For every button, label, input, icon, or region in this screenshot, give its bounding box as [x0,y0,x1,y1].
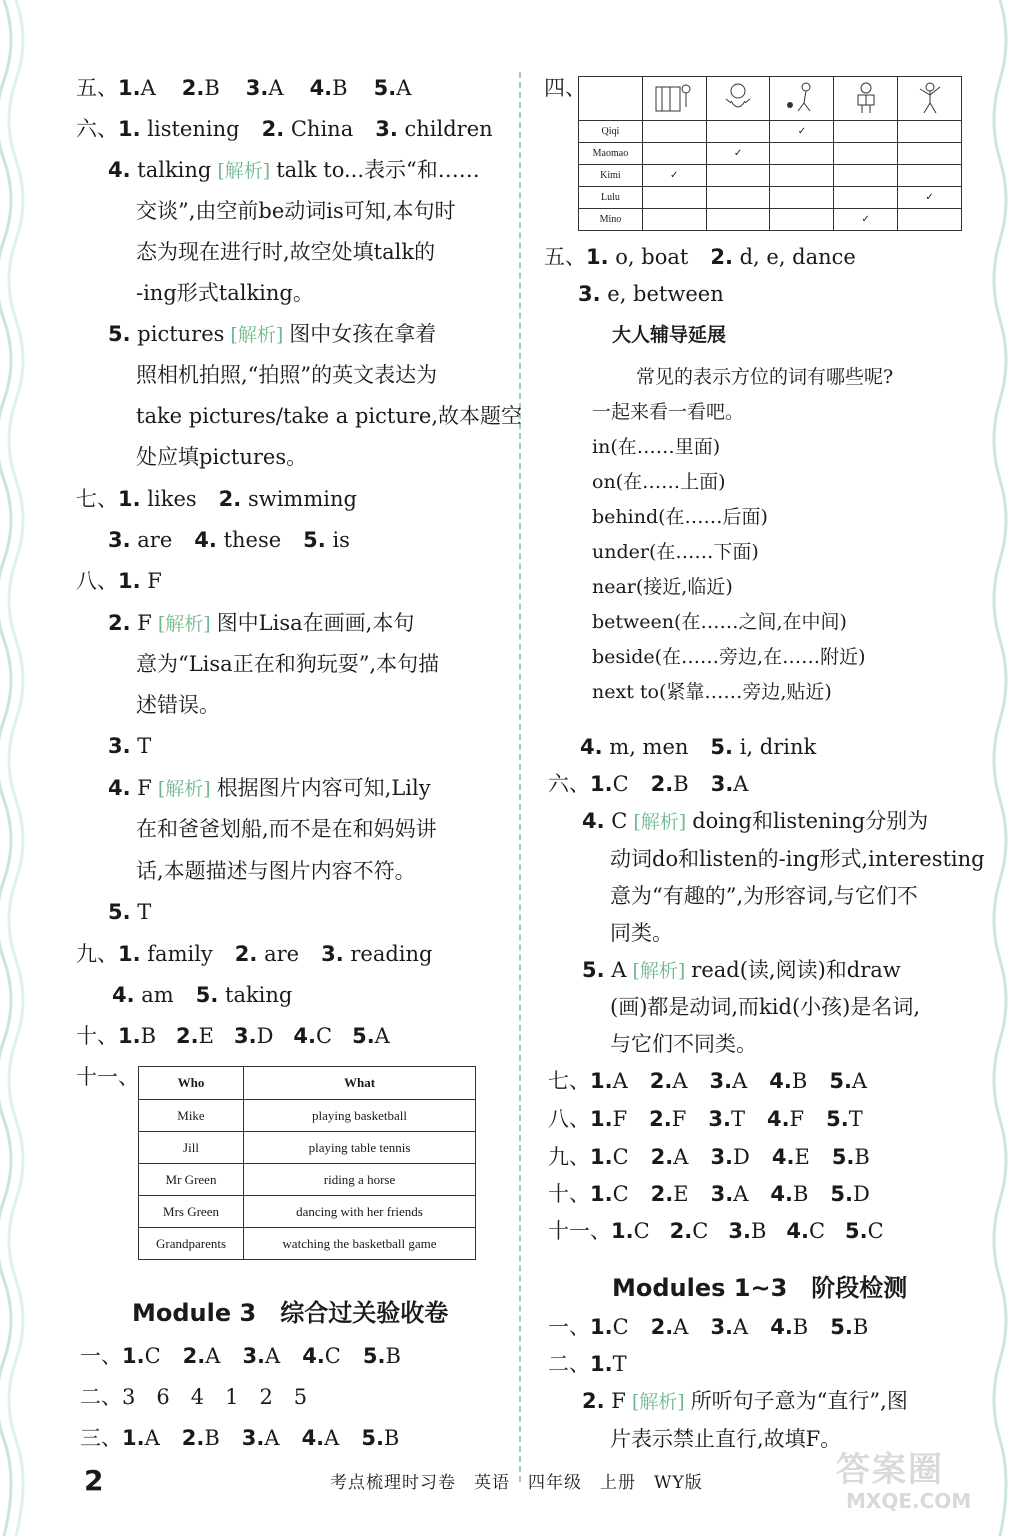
table-row: Qiqi ✓ [579,121,962,143]
picture-cell [642,77,706,121]
right-s6-q5-e3: 与它们不同类。 [610,1032,757,1056]
footer-book-title: 考点梳理时习卷 英语 四年级 上册 WY版 [330,1473,703,1493]
box-intro-1: 常见的表示方位的词有哪些呢? [636,366,894,388]
position-word: in(在……里面) [592,436,721,458]
picture-cell [834,77,898,121]
table-header-who: Who [139,1067,244,1100]
table-row: Mino ✓ [579,209,962,231]
left-s8-q4-e2: 在和爸爸划船,而不是在和妈妈讲 [136,817,437,841]
page-number: 2 [84,1464,104,1497]
left-s8-q2: 2. F [解析] 图中Lisa在画画,本句 [108,611,415,635]
table-row: Grandparents watching the basketball game [139,1228,476,1260]
table-row: Mr Green riding a horse [139,1164,476,1196]
position-word: between(在……之间,在中间) [592,611,847,633]
left-s8-q2-e2: 意为“Lisa正在和狗玩耍”,本句描 [136,652,440,676]
position-word: on(在……上面) [592,471,726,493]
position-word: near(接近,临近) [592,576,733,598]
left-section-7-line2: 3. are 4. these 5. is [108,528,350,552]
modules-test-title: Modules 1~3 阶段检测 [612,1274,908,1302]
table-row: Lulu ✓ [579,187,962,209]
modules-s2-q2: 2. F [解析] 所听句子意为“直行”,图 [582,1389,908,1413]
left-s6-q5-e4: 处应填pictures。 [136,445,308,469]
right-section-5-line3: 4. m, men 5. i, drink [580,735,817,759]
left-section-5: 五、1.A 2.B 3.A 4.B 5.A [76,76,412,100]
table-row: Mrs Green dancing with her friends [139,1196,476,1228]
drawing-picture-icon [652,79,696,115]
left-s8-q2-e3: 述错误。 [136,693,220,717]
module3-section-3: 三、1.A 2.B 3.A 4.A 5.B [80,1426,400,1450]
left-s6-q4-e4: -ing形式talking。 [136,281,314,305]
left-s6-q4-e2: 交谈”,由空前be动词is可知,本句时 [136,199,456,223]
module3-section-1: 一、1.C 2.A 3.A 4.C 5.B [80,1344,401,1368]
jiexi-tag: [解析] [217,160,271,182]
left-s6-q4-e3: 态为现在进行时,故空处填talk的 [136,240,436,264]
right-s6-q4-e3: 意为“有趣的”,为形容词,与它们不 [610,884,918,908]
table-row: Jill playing table tennis [139,1132,476,1164]
left-s6-q5: 5. pictures [解析] 图中女孩在拿着 [108,322,437,346]
module3-title: Module 3 综合过关验收卷 [132,1299,449,1327]
left-section-6-line1: 六、1. listening 2. China 3. children [76,117,493,141]
right-s6-q5-e2: (画)都是动词,而kid(小孩)是名词, [610,995,921,1019]
table-row: Maomao ✓ [579,143,962,165]
picture-cell [770,77,834,121]
modules-section-1: 一、1.C 2.A 3.A 4.B 5.B [548,1315,869,1339]
table-row: Kimi ✓ [579,165,962,187]
position-word: next to(紧靠……旁边,贴近) [592,681,832,703]
jiexi-tag: [解析] [230,324,284,346]
playing-ball-icon [780,79,824,115]
singing-child-icon [716,79,760,115]
activity-grid-table [578,76,962,231]
right-s6-q4-e2: 动词do和listen的-ing形式,interesting [610,847,985,871]
position-word: behind(在……后面) [592,506,768,528]
left-s8-q4: 4. F [解析] 根据图片内容可知,Lily [108,776,431,800]
right-section-8: 八、1.F 2.F 3.T 4.F 5.T [548,1107,863,1131]
right-section-4-label: 四、 [544,76,586,100]
left-section-7-line1: 七、1. likes 2. swimming [76,487,357,511]
right-section-11: 十一、1.C 2.C 3.B 4.C 5.C [548,1219,884,1243]
box-title: 大人辅导延展 [612,324,727,346]
picture-cell [898,77,962,121]
left-section-9-line1: 九、1. family 2. are 3. reading [76,942,433,966]
reading-child-icon [844,79,888,115]
left-section-11-label: 十一、 [76,1065,139,1089]
who-what-table [138,1066,476,1260]
modules-s2-q2-e2: 片表示禁止直行,故填F。 [610,1427,842,1451]
picture-cell [706,77,770,121]
left-s6-q4: 4. talking [解析] talk to...表示“和…… [108,158,480,182]
right-s6-q4: 4. C [解析] doing和listening分别为 [582,809,929,833]
left-s8-q5: 5. T [108,900,152,924]
dancing-child-icon [908,79,952,115]
position-word: beside(在……旁边,在……附近) [592,646,866,668]
right-s6-q4-e4: 同类。 [610,921,673,945]
left-section-10: 十、1.B 2.E 3.D 4.C 5.A [76,1024,390,1048]
left-s8-q4-e3: 话,本题描述与图片内容不符。 [136,859,416,883]
right-section-6-line1: 六、1.C 2.B 3.A [548,772,749,796]
right-section-5-line1: 五、1. o, boat 2. d, e, dance [544,245,856,269]
box-intro-2: 一起来看一看吧。 [592,401,745,423]
right-section-7: 七、1.A 2.A 3.A 4.B 5.A [548,1069,868,1093]
left-s6-q5-e2: 照相机拍照,“拍照”的英文表达为 [136,363,438,387]
right-s6-q5: 5. A [解析] read(读,阅读)和draw [582,958,901,982]
table-row: Mike playing basketball [139,1100,476,1132]
left-s8-q1: 八、1. F [76,569,162,593]
left-s6-q5-e3: take pictures/take a picture,故本题空 [136,404,522,428]
left-section-9-line2: 4. am 5. taking [112,983,293,1007]
modules-s2-q1: 二、1.T [548,1352,627,1376]
watermark: 答案圈 MXQE.COM [836,1450,972,1513]
table-header-what: What [244,1067,476,1100]
right-section-9: 九、1.C 2.A 3.D 4.E 5.B [548,1145,870,1169]
left-wave-border [0,0,34,1536]
column-divider [519,72,521,1482]
position-word: under(在……下面) [592,541,759,563]
right-section-5-line2: 3. e, between [578,282,724,306]
right-wave-border [986,0,1012,1536]
left-s8-q3: 3. T [108,734,152,758]
module3-section-2: 二、3 6 4 1 2 5 [80,1385,308,1409]
right-section-10: 十、1.C 2.E 3.A 4.B 5.D [548,1182,870,1206]
